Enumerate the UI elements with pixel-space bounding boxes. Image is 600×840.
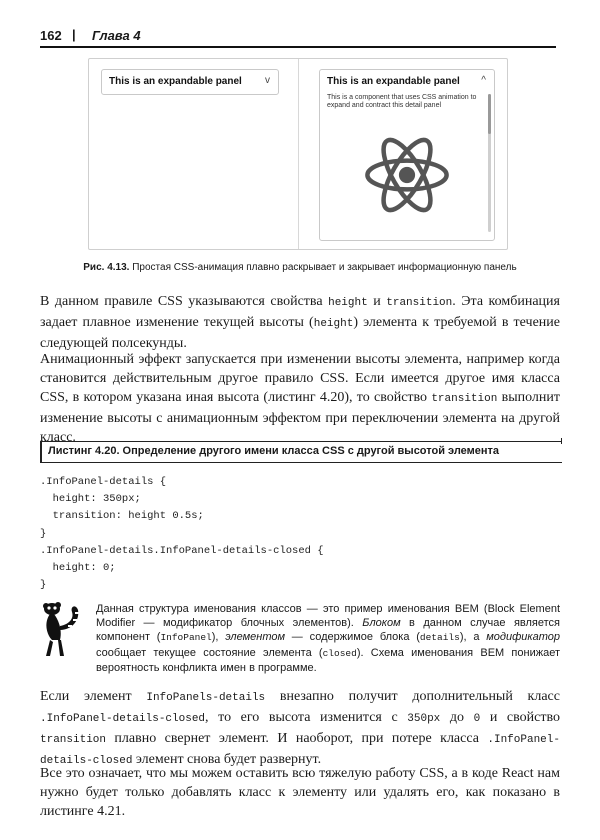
text: ). Схема именования BEM понижает вероятность конфликта имен в программе.: [96, 646, 560, 674]
code-line: .InfoPanel-details.InfoPanel-details-closed {: [40, 544, 324, 557]
listing-title: Листинг 4.20. Определение другого имени класса CSS с другой высотой элемента: [48, 445, 500, 457]
text: . Эта комбинация задает плавное изменение текущей высоты (: [40, 294, 560, 330]
italic-term: модификатор: [486, 631, 560, 644]
code-line: height: 350px;: [40, 493, 141, 506]
text: сообщает текущее состояние элемента (: [96, 646, 323, 659]
inline-code: closed: [322, 647, 357, 659]
expanded-panel[interactable]: [319, 69, 495, 241]
text: элемент снова будет развернут.: [132, 752, 322, 767]
code-line: }: [40, 579, 47, 592]
italic-term: элементом: [225, 631, 286, 644]
code-line: .InfoPanel-details {: [40, 476, 167, 488]
expanded-panel-description: This is a component that uses CSS animation to expand and contract this detail panel: [327, 94, 477, 109]
text: и свойство: [480, 710, 560, 725]
figure-4-13: [88, 58, 508, 250]
scrollbar-thumb[interactable]: [488, 94, 491, 134]
figure-caption: [0, 262, 600, 273]
inline-code: InfoPanel: [160, 632, 212, 644]
text: ) элемента к требуемой в течение следующей полсекунды.: [40, 315, 560, 351]
text: выполнит изменение высоты с анимационным эффектом при переключении элемента на другой класс.: [40, 390, 560, 445]
paragraph-4: Все это означает, что мы можем оставить всю тяжелую работу CSS, а в коде React нам нужно будет только добавлять класс к элементу или удалять его, как показано в листинге 4.21.: [40, 766, 560, 819]
inline-code: height: [313, 318, 354, 330]
inline-code: details: [419, 632, 460, 644]
text: В данном правиле CSS указываются свойства: [40, 294, 329, 309]
inline-code: height: [328, 297, 368, 309]
figure-divider: [298, 59, 299, 249]
note-bem: [96, 602, 560, 675]
code-line: }: [40, 527, 47, 540]
header-separator: |: [72, 27, 76, 42]
lemur-icon: [40, 600, 84, 662]
inline-code: InfoPanels-details: [146, 692, 266, 704]
text: Анимационный эффект запускается при изменении высоты элемента, например когда становится действительным другое правило CSS. Если имеется другое имя класса CSS, в котором указана иная высота (листинг 4.20), то свойство: [40, 352, 560, 405]
collapsed-panel[interactable]: [101, 69, 279, 95]
code-block: [40, 474, 324, 594]
chevron-down-icon[interactable]: v: [265, 75, 270, 86]
text: Если элемент: [40, 689, 147, 704]
expanded-panel-title: This is an expandable panel: [327, 76, 460, 87]
collapsed-panel-title: This is an expandable panel: [109, 76, 242, 87]
inline-code: transition: [40, 734, 107, 746]
italic-term: Блоком: [362, 617, 401, 630]
text: до: [440, 710, 474, 725]
inline-code: transition: [431, 393, 498, 405]
running-header: [40, 26, 556, 48]
inline-code: .InfoPanel-details-closed: [40, 713, 206, 725]
text: в данном случае является компонент (: [96, 617, 561, 644]
text: , то его высота изменится с: [205, 710, 408, 725]
code-line: height: 0;: [40, 562, 116, 575]
text: — содержимое блока (: [285, 631, 420, 644]
text: плавно свернет элемент. И наоборот, при потере класса: [106, 731, 488, 746]
inline-code: 0: [473, 713, 481, 725]
text: внезапно получит дополнительный класс: [265, 689, 560, 704]
text: Данная структура именования классов — это пример именования BEM (Block Element Modifier — модификатор блочных элементов).: [96, 603, 560, 630]
figure-caption-label: Рис. 4.13.: [83, 262, 130, 273]
inline-code: transition: [386, 297, 453, 309]
text: ),: [211, 631, 226, 644]
text: и: [367, 294, 387, 309]
react-atom-icon: [362, 130, 452, 220]
chevron-up-icon[interactable]: ^: [481, 75, 486, 86]
listing-corner-tick: [561, 438, 562, 444]
figure-caption-text: Простая CSS-анимация плавно раскрывает и закрывает информационную панель: [129, 262, 517, 273]
code-line: transition: height 0.5s;: [40, 510, 204, 523]
text: ), а: [459, 631, 487, 644]
inline-code: 350px: [407, 713, 441, 725]
listing-title-bar: [40, 441, 562, 463]
chapter-title: Глава 4: [92, 28, 141, 43]
paragraph-2: [40, 350, 560, 447]
paragraph-1: [40, 292, 560, 353]
paragraph-3: [40, 687, 560, 771]
inline-code: .InfoPanel-details-closed: [40, 734, 560, 767]
page-number: 162: [40, 28, 62, 43]
